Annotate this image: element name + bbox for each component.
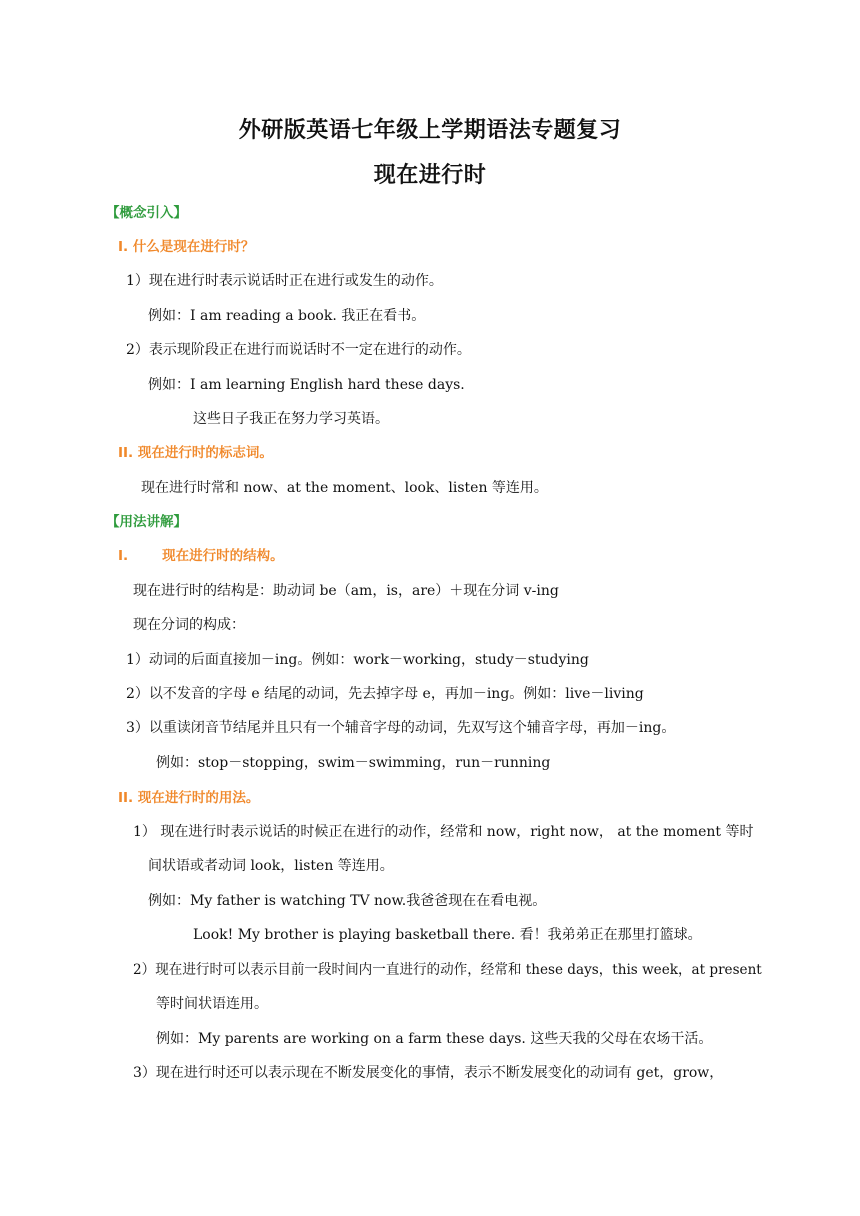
subheading-what-is: I. 什么是现在进行时？ [118, 239, 255, 255]
subheading-structure-number: I. [118, 548, 129, 564]
example-item-1: 例如：I am reading a book. 我正在看书。 [148, 308, 426, 324]
document-title: 外研版英语七年级上学期语法专题复习 [238, 118, 622, 143]
usage-3-line-1: 3）现在进行时还可以表示现在不断发展变化的事情，表示不断发展变化的动词有 get，grow， [133, 1065, 724, 1081]
example-item-2: 例如：I am learning English hard these days. [148, 377, 465, 393]
section-heading-usage: 【用法讲解】 [106, 514, 187, 530]
example-item-2-translation: 这些日子我正在努力学习英语。 [193, 411, 389, 427]
usage-1-example-1: 例如：My father is watching TV now.我爸爸现在在看电视。 [148, 893, 547, 909]
subheading-usage: II. 现在进行时的用法。 [118, 790, 260, 806]
formation-rule-3-example: 例如：stop－stopping，swim－swimming，run－running [156, 755, 551, 771]
formation-intro: 现在分词的构成： [133, 617, 245, 633]
document-subtitle: 现在进行时 [373, 163, 487, 188]
structure-text: 现在进行时的结构是：助动词 be（am，is，are）＋现在分词 v-ing [133, 583, 559, 599]
subheading-structure-text: 现在进行时的结构。 [162, 548, 284, 564]
usage-1-line-1: 1） 现在进行时表示说话的时候正在进行的动作，经常和 now，right now， at the moment 等时 [133, 824, 754, 840]
subheading-signal-words: II. 现在进行时的标志词。 [118, 445, 273, 461]
subheading-structure [118, 547, 284, 565]
signal-words-text: 现在进行时常和 now、at the moment、look、listen 等连用。 [141, 480, 548, 496]
formation-rule-3: 3）以重读闭音节结尾并且只有一个辅音字母的动词，先双写这个辅音字母，再加－ing。 [126, 720, 676, 736]
usage-2-example: 例如：My parents are working on a farm these days. 这些天我的父母在农场干活。 [156, 1031, 713, 1047]
section-heading-concept: 【概念引入】 [106, 205, 187, 221]
usage-2-line-2: 等时间状语连用。 [156, 996, 268, 1012]
formation-rule-2: 2）以不发音的字母 e 结尾的动词，先去掉字母 e，再加－ing。例如：live－living [126, 686, 644, 702]
usage-1-example-2: Look! My brother is playing basketball there. 看！我弟弟正在那里打篮球。 [193, 927, 702, 943]
formation-rule-1: 1）动词的后面直接加－ing。例如：work－working，study－studying [126, 652, 589, 668]
usage-1-line-2: 间状语或者动词 look，listen 等连用。 [148, 858, 394, 874]
definition-item-2: 2）表示现阶段正在进行而说话时不一定在进行的动作。 [126, 342, 471, 358]
definition-item-1: 1）现在进行时表示说话时正在进行或发生的动作。 [126, 273, 443, 289]
usage-2-line-1: 2）现在进行时可以表示目前一段时间内一直进行的动作，经常和 these days，this week，at present [133, 962, 762, 978]
